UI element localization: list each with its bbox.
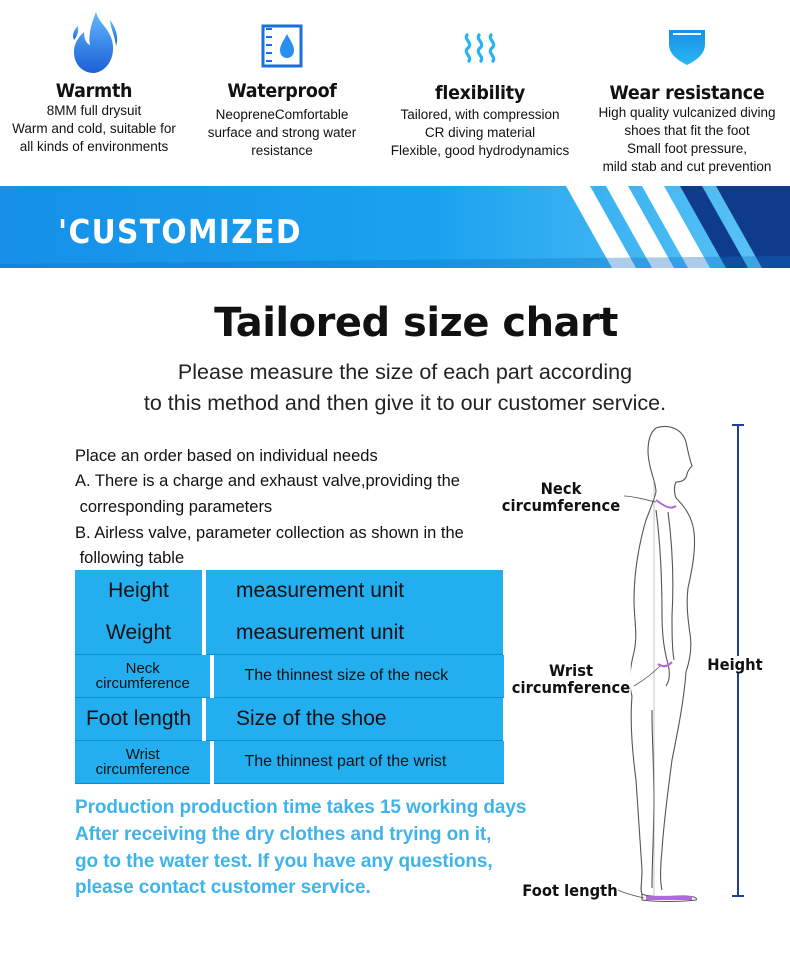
- table-cell-value: measurement unit: [206, 570, 503, 613]
- feature-line: shoes that fit the foot: [624, 123, 750, 138]
- page-title: Tailored size chart: [214, 300, 618, 346]
- table-cell-label: Foot length: [75, 698, 202, 741]
- table-row: [75, 655, 504, 698]
- production-note: please contact customer service.: [75, 877, 371, 898]
- subtitle-line: Please measure the size of each part according: [177, 360, 633, 384]
- height-label: Height: [707, 655, 763, 674]
- feature-warmth: [0, 10, 188, 156]
- feature-title: Waterproof: [227, 80, 337, 102]
- order-note: Place an order based on individual needs: [75, 447, 378, 465]
- feature-waterproof: [196, 10, 368, 160]
- feature-line: Tailored, with compression: [400, 107, 560, 122]
- table-cell-value: The thinnest part of the wrist: [214, 741, 504, 784]
- feature-flexibility: [380, 10, 580, 160]
- table-cell-value: Size of the shoe: [206, 698, 503, 741]
- feature-line: Warm and cold, suitable for: [12, 121, 176, 136]
- feature-line: resistance: [251, 143, 313, 158]
- size-table: [75, 570, 504, 784]
- order-note: corresponding parameters: [75, 498, 273, 516]
- water-drop-icon: [256, 10, 308, 76]
- table-cell-value: measurement unit: [206, 612, 503, 655]
- table-cell-label: Weight: [75, 612, 202, 655]
- production-note: After receiving the dry clothes and trying on it,: [75, 824, 492, 845]
- feature-line: surface and strong water: [207, 125, 357, 140]
- feature-wear-resistance: [584, 10, 790, 176]
- feature-line: 8MM full drysuit: [46, 103, 142, 118]
- feature-title: Wear resistance: [609, 82, 765, 104]
- feature-line: High quality vulcanized diving: [598, 105, 776, 120]
- feature-line: Flexible, good hydrodynamics: [390, 143, 570, 158]
- stretch-waves-icon: [454, 10, 506, 76]
- order-note: B. Airless valve, parameter collection as shown in the: [75, 524, 464, 542]
- production-note: go to the water test. If you have any questions,: [75, 851, 493, 872]
- neck-label: Neck circumference: [501, 479, 621, 515]
- table-row: [75, 698, 504, 741]
- shield-icon: [661, 10, 713, 76]
- feature-line: NeopreneComfortable: [215, 107, 349, 122]
- table-row: [75, 570, 504, 613]
- table-cell-label: Wrist circumference: [75, 741, 210, 784]
- order-note: following table: [75, 549, 185, 567]
- table-row: [75, 612, 504, 655]
- table-cell-value: The thinnest size of the neck: [214, 655, 504, 698]
- feature-title: Warmth: [55, 80, 133, 102]
- production-note: Production production time takes 15 working days: [75, 797, 527, 818]
- customized-banner: [0, 186, 790, 268]
- feature-title: flexibility: [435, 82, 525, 104]
- table-cell-label: Neck circumference: [75, 655, 210, 698]
- flame-icon: [66, 10, 122, 76]
- foot-length-label: Foot length: [522, 881, 618, 900]
- table-row: [75, 741, 504, 784]
- feature-line: CR diving material: [424, 125, 536, 140]
- wrist-label: Wrist circumference: [511, 661, 631, 697]
- feature-line: mild stab and cut prevention: [602, 159, 772, 174]
- order-note: A. There is a charge and exhaust valve,providing the: [75, 472, 460, 490]
- feature-line: Small foot pressure,: [626, 141, 748, 156]
- banner-title: 'CUSTOMIZED: [58, 212, 302, 251]
- table-cell-label: Height: [75, 570, 202, 613]
- feature-line: all kinds of environments: [19, 139, 169, 154]
- subtitle-line: to this method and then give it to our customer service.: [143, 391, 667, 415]
